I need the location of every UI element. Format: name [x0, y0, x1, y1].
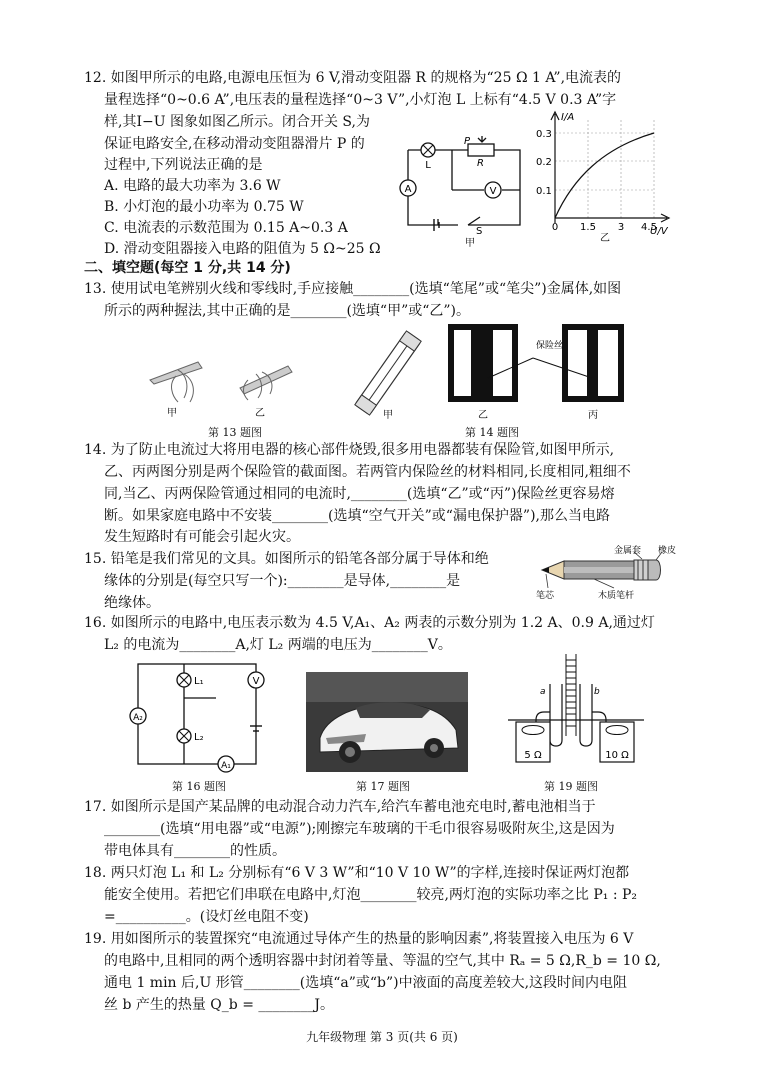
graph-xtick: 4.5	[641, 222, 657, 233]
q16-line-1: 16. 如图所示的电路中,电压表示数为 4.5 V,A₁、A₂ 两表的示数分别为 1.2 A、0.9 A,通过灯	[84, 615, 655, 631]
q18-line-2: 能安全使用。若把它们串联在电路中,灯泡________较亮,两灯泡的实际功率之比 P₁ : P₂	[104, 887, 638, 903]
fig-label-yi: 乙	[478, 410, 488, 421]
q17-line-3: 带电体具有________的性质。	[104, 843, 286, 859]
resistor-10-label: 10 Ω	[605, 750, 629, 761]
fig-label-bing: 丙	[588, 410, 598, 421]
q18-line-1: 18. 两只灯泡 L₁ 和 L₂ 分别标有“6 V 3 W”和“10 V 10 W”的字样,连接时保证两灯泡都	[84, 865, 630, 881]
section-heading: 二、填空题(每空 1 分,共 14 分)	[84, 260, 291, 276]
ammeter-a2-label: A₂	[133, 713, 143, 723]
q17-car-photo	[306, 672, 468, 772]
lamp-l1-label: L₁	[194, 676, 204, 687]
q12-line-2: 量程选择“0~0.6 A”,电压表的量程选择“0~3 V”,小灯泡 L 上标有“4.5 V 0.3 A”字	[104, 92, 617, 108]
test-pen-grip-jia	[150, 362, 202, 402]
fuse-section-yi	[448, 324, 518, 402]
iu-curve	[555, 133, 654, 218]
graph-ylabel: I/A	[561, 112, 575, 123]
q12-line-4: 保证电路安全,在移动滑动变阻器滑片 P 的	[104, 136, 365, 152]
q13-line-1: 13. 使用试电笔辨别火线和零线时,手应接触________(选填“笔尾”或“笔尖”)金属体,如图	[84, 281, 622, 297]
graph-xtick: 0	[551, 222, 559, 233]
q15-line-3: 绝缘体。	[104, 595, 160, 611]
resistor-5-label: 5 Ω	[524, 750, 542, 761]
rheostat-label: R	[477, 158, 484, 169]
q12-option-c: C. 电流表的示数范围为 0.15 A~0.3 A	[104, 220, 348, 236]
switch-symbol	[468, 217, 480, 225]
ammeter-a1-label: A₁	[221, 761, 231, 771]
q14-caption: 第 14 题图	[465, 426, 519, 439]
slider-label: P	[464, 136, 471, 147]
pencil-drawing	[542, 560, 661, 580]
graph-xtick: 3	[617, 222, 625, 233]
q14-line-2: 乙、丙两图分别是两个保险管的截面图。若两管内保险丝的材料相同,长度相同,粗细不	[104, 464, 631, 480]
graph-xlabel: U/V	[650, 226, 668, 237]
graph-ytick: 0.1	[536, 186, 552, 197]
q19-line-1: 19. 用如图所示的装置探究“电流通过导体产生的热量的影响因素”,将装置接入电压为 6 V	[84, 931, 634, 947]
q13-test-pen-figure	[138, 340, 328, 420]
fig-yi-label: 乙	[600, 233, 610, 243]
q14-line-5: 发生短路时有可能会引起火灾。	[104, 529, 300, 545]
q19-caption: 第 19 题图	[544, 780, 598, 793]
q12-option-d: D. 滑动变阻器接入电路的阻值为 5 Ω~25 Ω	[104, 241, 381, 257]
voltmeter-letter: V	[252, 676, 260, 687]
q12-circuit-figure	[398, 130, 533, 248]
q14-line-4: 断。如果家庭电路中不安装________(选填“空气开关”或“漏电保护器”),那么当电路	[104, 508, 611, 524]
label-eraser: 橡皮	[658, 546, 677, 556]
ammeter-letter: A	[404, 184, 412, 195]
q19-line-4: 丝 b 产生的热量 Q_b = ________J。	[104, 997, 334, 1013]
q17-caption: 第 17 题图	[356, 780, 410, 793]
q16-caption: 第 16 题图	[172, 780, 226, 793]
fuse-section-bing	[562, 324, 624, 402]
graph-ytick: 0.3	[536, 129, 552, 140]
q12-line-3: 样,其I−U 图象如图乙所示。闭合开关 S,为	[104, 114, 370, 130]
fuse-wire-label: 保险丝	[536, 341, 564, 351]
scale-ruler	[566, 654, 576, 736]
lamp-l2	[177, 729, 191, 743]
tube-b-label: b	[594, 687, 600, 697]
q12-iu-graph	[533, 108, 673, 243]
lamp-l2-label: L₂	[194, 732, 204, 743]
q14-fuse-figure	[348, 318, 648, 422]
lamp-symbol	[421, 143, 435, 157]
label-wood: 木质笔杆	[598, 591, 635, 601]
q18-line-3: =__________。(设灯丝电阻不变)	[104, 909, 309, 925]
q13-caption: 第 13 题图	[208, 426, 262, 439]
tube-a-label: a	[540, 687, 546, 697]
q15-line-1: 15. 铅笔是我们常见的文具。如图所示的铅笔各部分属于导体和绝	[84, 551, 489, 567]
fig-label-jia: 甲	[383, 410, 393, 421]
switch-label: S	[476, 226, 483, 237]
q17-line-1: 17. 如图所示是国产某品牌的电动混合动力汽车,给汽车蓄电池充电时,蓄电池相当于	[84, 799, 596, 815]
fig-label-yi: 乙	[255, 408, 265, 419]
q17-line-2: ________(选填“用电器”或“电源”);刚擦完车玻璃的干毛巾很容易吸附灰尘,这是因为	[104, 821, 615, 837]
fig-label-jia: 甲	[167, 408, 177, 419]
fig-jia-label: 甲	[465, 238, 475, 248]
voltmeter-letter: V	[489, 186, 497, 197]
q15-line-2: 缘体的分别是(每空只写一个):________是导体,________是	[104, 573, 461, 589]
lamp-label: L	[425, 160, 431, 171]
fuse-tube-jia	[355, 331, 421, 415]
q16-circuit-figure	[124, 656, 274, 776]
q12-option-b: B. 小灯泡的最小功率为 0.75 W	[104, 199, 304, 215]
q12-option-a: A. 电路的最大功率为 3.6 W	[104, 178, 281, 194]
q14-line-1: 14. 为了防止电流过大将用电器的核心部件烧毁,很多用电器都装有保险管,如图甲所示,	[84, 442, 615, 458]
graph-xtick: 1.5	[580, 222, 596, 233]
q14-line-3: 同,当乙、丙两保险管通过相同的电流时,________(选填“乙”或“丙”)保险丝更容易熔	[104, 486, 615, 502]
q12-line-1: 12. 如图甲所示的电路,电源电压恒为 6 V,滑动变阻器 R 的规格为“25 Ω 1 A”,电流表的	[84, 70, 622, 86]
q15-pencil-figure	[534, 544, 694, 604]
lamp-l1	[177, 673, 191, 687]
q12-line-5: 过程中,下列说法正确的是	[104, 157, 263, 173]
q19-apparatus-figure	[506, 650, 646, 772]
q19-line-2: 的电路中,且相同的两个透明容器中封闭着等量、等温的空气,其中 Rₐ = 5 Ω,R_b = 10 Ω,	[104, 953, 661, 969]
q16-line-2: L₂ 的电流为________A,灯 L₂ 两端的电压为________V。	[104, 637, 452, 653]
graph-ytick: 0.2	[536, 157, 552, 168]
q13-line-2: 所示的两种握法,其中正确的是________(选填“甲”或“乙”)。	[104, 303, 471, 319]
label-metal-cap: 金属套	[614, 546, 642, 556]
label-lead: 笔芯	[536, 591, 555, 601]
page-footer: 九年级物理 第 3 页(共 6 页)	[306, 1030, 458, 1044]
q19-line-3: 通电 1 min 后,U 形管________(选填“a”或“b”)中液面的高度差较大,这段时间内电阻	[104, 975, 628, 991]
test-pen-grip-yi	[240, 366, 292, 400]
